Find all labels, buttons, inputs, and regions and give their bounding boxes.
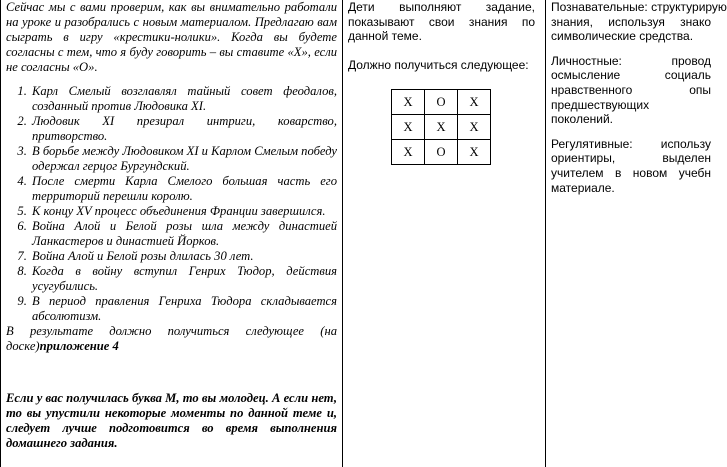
grid-cell: О	[425, 90, 458, 115]
cognitive-outcomes	[551, 0, 727, 44]
grid-row	[392, 90, 491, 115]
grid-cell: Х	[392, 90, 425, 115]
table-divider-1	[342, 0, 343, 467]
statement-item: 3. В борьбе между Людовиком XI и Карлом Смелым победу одержал герцог Бургундский.	[30, 144, 337, 174]
grid-row	[392, 115, 491, 140]
teacher-activity-column	[6, 0, 337, 451]
text-line: символические средства.	[551, 29, 694, 44]
conclusion-text: Если у вас получилась буква М, то вы молодец. А если нет, то вы упустили некоторые моменты по данной теме и, следует лучше подготовится во время выполнения домашнего задания.	[6, 391, 337, 450]
grid-cell: Х	[392, 115, 425, 140]
statement-item: 5. К концу XV процесс объединения Франции завершился.	[30, 204, 337, 219]
text-line: ориентиры, выделен	[551, 151, 711, 166]
statement-item: 9. В период правления Генриха Тюдора складывается абсолютизм.	[30, 294, 337, 324]
result-line: В результате должно получиться следующее (на	[6, 324, 337, 338]
learning-outcomes-column	[551, 0, 727, 195]
text-line: предшествующих поколений.	[551, 97, 650, 127]
statements-list	[6, 84, 337, 324]
expected-result-label: Должно получиться следующее:	[348, 57, 529, 72]
text-line: осмысление социаль	[551, 68, 711, 83]
grid-cell: Х	[458, 90, 491, 115]
statement-item: 2. Людовик XI презирал интриги, коварство, притворство.	[30, 114, 337, 144]
text-line: учителем в новом учебн	[551, 165, 711, 180]
statement-item: 7. Война Алой и Белой розы длилась 30 лет.	[30, 249, 337, 264]
grid-cell: О	[425, 140, 458, 165]
student-activity-column	[348, 0, 535, 72]
personal-outcomes	[551, 54, 711, 127]
game-intro: Сейчас мы с вами проверим, как вы внимательно работали на уроке и разобрались с новым материалом. Предлагаю вам сыграть в игру «крестики-нолики». Когда вы будете согласны с тем, что я буду говорить – вы ставите «Х», если не согласны «О».	[6, 0, 337, 74]
task-description: Дети выполняют задание, показывают свои знания по данной теме.	[348, 0, 535, 44]
text-line: Познавательные: структурирую	[551, 0, 727, 14]
tic-tac-toe-grid	[391, 89, 491, 165]
statement-item: 4. После смерти Карла Смелого большая часть его территорий перешли королю.	[30, 174, 337, 204]
text-line: Регулятивные: использу	[551, 136, 711, 151]
text-line: Личностные: провод	[551, 53, 711, 68]
result-line-2	[6, 339, 337, 354]
result-prefix: доске)	[6, 339, 40, 353]
regulatory-outcomes	[551, 137, 711, 195]
statement-item: 8. Когда в войну вступил Генрих Тюдор, действия усугубились.	[30, 264, 337, 294]
table-divider-2	[545, 0, 546, 467]
appendix-reference: приложение 4	[39, 339, 119, 353]
text-line: материале.	[551, 180, 615, 195]
text-line: знания, используя знако	[551, 14, 711, 29]
table-border-left	[0, 0, 1, 467]
grid-cell: Х	[458, 140, 491, 165]
statement-item: 6. Война Алой и Белой розы шла между династией Ланкастеров и династией Йорков.	[30, 219, 337, 249]
grid-cell: Х	[425, 115, 458, 140]
grid-cell: Х	[392, 140, 425, 165]
text-line: нравственного опы	[551, 82, 711, 97]
grid-row	[392, 140, 491, 165]
statement-item: 1. Карл Смелый возглавлял тайный совет феодалов, созданный против Людовика XI.	[30, 84, 337, 114]
grid-cell: Х	[458, 115, 491, 140]
